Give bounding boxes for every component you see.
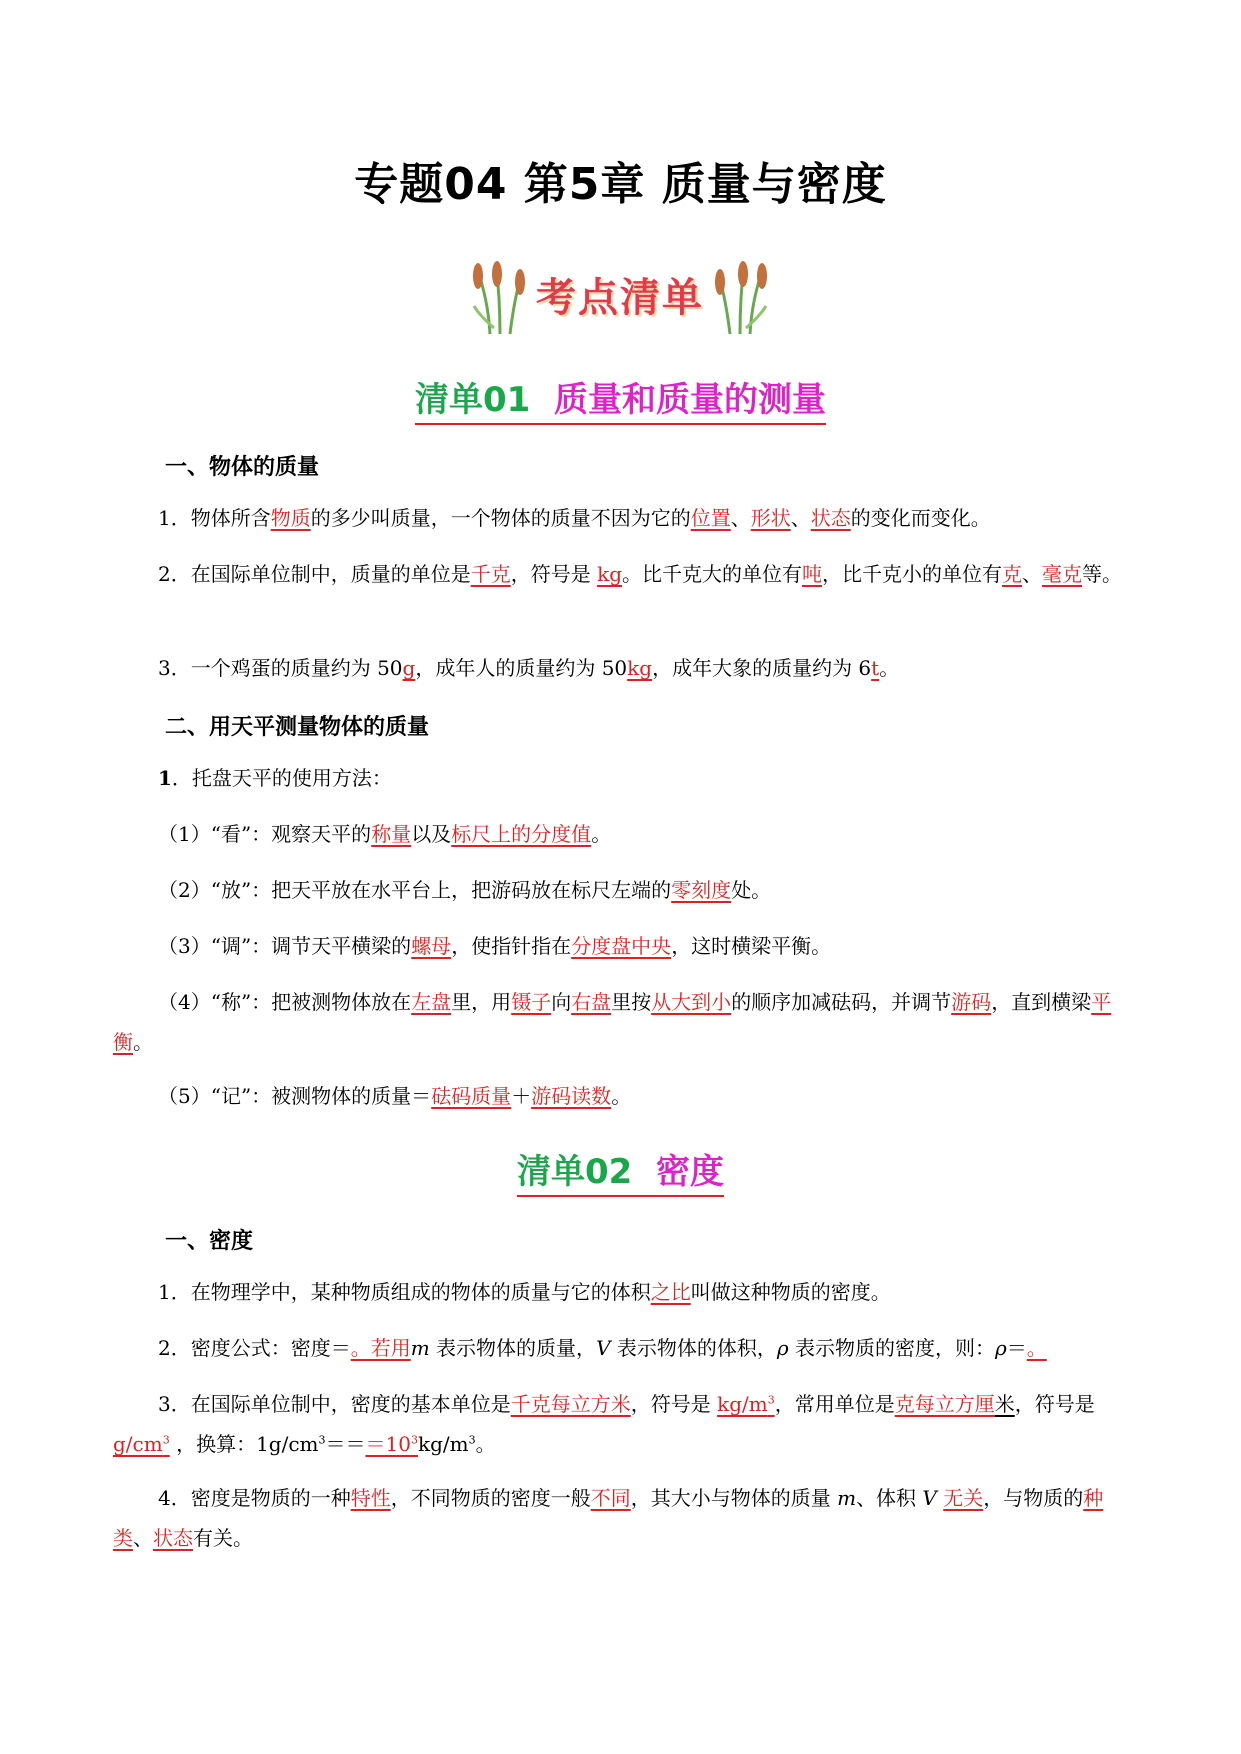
answer-blank: 状态 xyxy=(810,506,851,530)
answer-blank: 位置 xyxy=(690,506,731,530)
answer-blank: kg xyxy=(627,656,653,680)
answer-blank: 。若用 xyxy=(350,1336,411,1360)
answer-blank: 从大到小 xyxy=(651,990,732,1014)
answer-blank: $=10^3$ xyxy=(365,1432,418,1456)
wheat-left-icon xyxy=(470,258,530,336)
exam-points-badge xyxy=(470,258,770,336)
answer-blank: 不同 xyxy=(590,1486,631,1510)
paragraph: （2）“放”：把天平放在水平台上，把游码放在标尺左端的零刻度处。 xyxy=(158,878,772,902)
paragraph: 1．物体所含物质的多少叫质量，一个物体的质量不因为它的位置、形状、状态的变化而变化。 xyxy=(158,506,991,530)
answer-blank: 零刻度 xyxy=(671,878,732,902)
paragraph: （1）“看”：观察天平的称量以及标尺上的分度值。 xyxy=(158,822,612,846)
answer-blank: 克每立方厘 xyxy=(894,1392,995,1416)
answer-blank: 特性 xyxy=(350,1486,391,1510)
paragraph: （5）“记”：被测物体的质量＝砝码质量＋游码读数。 xyxy=(158,1084,632,1108)
answer-blank: g xyxy=(402,656,416,680)
list-01-name: 质量和质量的测量 xyxy=(554,380,826,420)
paragraph: （3）“调”：调节天平横梁的螺母，使指针指在分度盘中央，这时横梁平衡。 xyxy=(158,934,832,958)
answer-blank: 无关 xyxy=(943,1486,984,1510)
paragraph: 2．在国际单位制中，质量的单位是千克，符号是 kg。比千克大的单位有吨，比千克小的单位有克、毫克等。 xyxy=(158,562,1123,586)
paragraph: 1．在物理学中，某种物质组成的物体的质量与它的体积之比叫做这种物质的密度。 xyxy=(158,1280,891,1304)
answer-blank: 。 xyxy=(1026,1336,1047,1360)
answer-blank: kg xyxy=(597,562,623,586)
answer-blank: t xyxy=(871,656,880,680)
answer-blank: $kg/m^3$ xyxy=(717,1392,775,1416)
answer-blank: 物质 xyxy=(270,506,311,530)
answer-blank: 游码读数 xyxy=(531,1084,612,1108)
answer-blank: 标尺上的分度值 xyxy=(451,822,592,846)
answer-blank: 克 xyxy=(1002,562,1023,586)
answer-blank: $g/cm^3$ xyxy=(113,1432,170,1456)
answer-blank: 千克每立方米 xyxy=(510,1392,631,1416)
badge-label: 考点清单 xyxy=(536,275,704,321)
answer-blank: 形状 xyxy=(750,506,791,530)
answer-blank: 镊子 xyxy=(511,990,552,1014)
answer-blank: 游码 xyxy=(951,990,992,1014)
paragraph: 4．密度是物质的一种特性，不同物质的密度一般不同，其大小与物体的质量 m、体积 V 无关，与物质的种类、状态有关。 xyxy=(113,1486,1104,1550)
paragraph: 3．在国际单位制中，密度的基本单位是千克每立方米，符号是 $kg/m^3$，常用单位是克每立方厘米，符号是 $g/cm^3$ ，换算：$1g/cm^3===10^3kg/m^3$。 xyxy=(113,1392,1095,1456)
list-02-heading xyxy=(0,1144,1241,1197)
section-heading: 二、用天平测量物体的质量 xyxy=(165,715,430,740)
answer-blank: 右盘 xyxy=(571,990,612,1014)
wheat-right-icon xyxy=(710,258,770,336)
answer-blank: 毫克 xyxy=(1042,562,1083,586)
document-title: 专题04 第5章 质量与密度 xyxy=(354,159,887,210)
answer-blank: 称量 xyxy=(371,822,412,846)
list-02-name: 密度 xyxy=(656,1152,724,1192)
answer-blank: 平衡 xyxy=(113,990,1112,1054)
answer-blank: 状态 xyxy=(153,1526,193,1550)
paragraph: （4）“称”：把被测物体放在左盘里，用镊子向右盘里按从大到小的顺序加减砝码，并调节游码，直到横梁平衡。 xyxy=(113,990,1112,1054)
section-heading: 一、物体的质量 xyxy=(165,455,320,480)
paragraph: 1．托盘天平的使用方法： xyxy=(158,766,392,790)
section-heading: 一、密度 xyxy=(165,1229,254,1254)
answer-blank: 之比 xyxy=(650,1280,691,1304)
answer-blank: 分度盘中央 xyxy=(571,934,672,958)
answer-blank: 种类 xyxy=(113,1486,1104,1550)
answer-blank: 千克 xyxy=(470,562,511,586)
paragraph: 3．一个鸡蛋的质量约为 50g，成年人的质量约为 50kg，成年大象的质量约为 6t。 xyxy=(158,656,900,680)
list-02-number: 清单02 xyxy=(516,1152,633,1192)
answer-blank: 左盘 xyxy=(411,990,452,1014)
answer-blank: 螺母 xyxy=(411,934,452,958)
list-01-number: 清单01 xyxy=(414,380,531,420)
list-01-heading xyxy=(0,372,1241,425)
answer-blank: 吨 xyxy=(802,562,823,586)
answer-blank: 砝码质量 xyxy=(431,1084,512,1108)
paragraph: 2．密度公式：密度＝。若用m 表示物体的质量，V 表示物体的体积，ρ 表示物质的密度，则：ρ＝。 xyxy=(158,1336,1047,1360)
